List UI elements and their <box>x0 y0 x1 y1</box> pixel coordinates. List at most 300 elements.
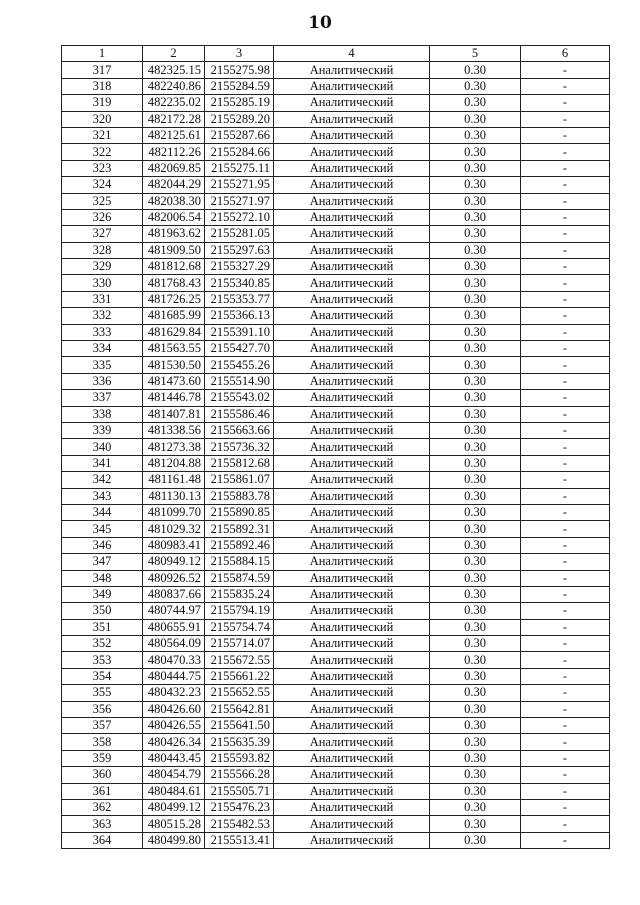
note-cell: - <box>521 488 610 504</box>
y-coordinate-cell: 2155892.31 <box>205 521 274 537</box>
note-cell: - <box>521 308 610 324</box>
y-coordinate-cell: 2155794.19 <box>205 603 274 619</box>
note-cell: - <box>521 799 610 815</box>
method-cell: Аналитический <box>274 685 430 701</box>
y-coordinate-cell: 2155482.53 <box>205 816 274 832</box>
method-cell: Аналитический <box>274 95 430 111</box>
y-coordinate-cell: 2155289.20 <box>205 111 274 127</box>
x-coordinate-cell: 481099.70 <box>143 504 205 520</box>
x-coordinate-cell: 482172.28 <box>143 111 205 127</box>
y-coordinate-cell: 2155883.78 <box>205 488 274 504</box>
method-cell: Аналитический <box>274 373 430 389</box>
method-cell: Аналитический <box>274 554 430 570</box>
table-row <box>62 750 610 766</box>
method-cell: Аналитический <box>274 209 430 225</box>
table-row <box>62 242 610 258</box>
table-row <box>62 291 610 307</box>
y-coordinate-cell: 2155271.95 <box>205 177 274 193</box>
method-cell: Аналитический <box>274 341 430 357</box>
note-cell: - <box>521 652 610 668</box>
y-coordinate-cell: 2155505.71 <box>205 783 274 799</box>
x-coordinate-cell: 480426.60 <box>143 701 205 717</box>
method-cell: Аналитический <box>274 783 430 799</box>
table-row <box>62 734 610 750</box>
x-coordinate-cell: 480949.12 <box>143 554 205 570</box>
accuracy-cell: 0.30 <box>430 177 521 193</box>
accuracy-cell: 0.30 <box>430 636 521 652</box>
point-number-cell: 348 <box>62 570 143 586</box>
point-number-cell: 346 <box>62 537 143 553</box>
note-cell: - <box>521 586 610 602</box>
point-number-cell: 363 <box>62 816 143 832</box>
method-cell: Аналитический <box>274 472 430 488</box>
note-cell: - <box>521 177 610 193</box>
method-cell: Аналитический <box>274 718 430 734</box>
accuracy-cell: 0.30 <box>430 373 521 389</box>
point-number-cell: 345 <box>62 521 143 537</box>
y-coordinate-cell: 2155366.13 <box>205 308 274 324</box>
x-coordinate-cell: 481726.25 <box>143 291 205 307</box>
table-row <box>62 718 610 734</box>
method-cell: Аналитический <box>274 324 430 340</box>
y-coordinate-cell: 2155297.63 <box>205 242 274 258</box>
x-coordinate-cell: 480432.23 <box>143 685 205 701</box>
accuracy-cell: 0.30 <box>430 390 521 406</box>
point-number-cell: 355 <box>62 685 143 701</box>
note-cell: - <box>521 390 610 406</box>
y-coordinate-cell: 2155642.81 <box>205 701 274 717</box>
table-row <box>62 554 610 570</box>
table-row <box>62 95 610 111</box>
point-number-cell: 332 <box>62 308 143 324</box>
table-row <box>62 636 610 652</box>
method-cell: Аналитический <box>274 357 430 373</box>
note-cell: - <box>521 406 610 422</box>
note-cell: - <box>521 422 610 438</box>
y-coordinate-cell: 2155353.77 <box>205 291 274 307</box>
y-coordinate-cell: 2155835.24 <box>205 586 274 602</box>
point-number-cell: 337 <box>62 390 143 406</box>
point-number-cell: 356 <box>62 701 143 717</box>
note-cell: - <box>521 111 610 127</box>
table-row <box>62 144 610 160</box>
y-coordinate-cell: 2155736.32 <box>205 439 274 455</box>
accuracy-cell: 0.30 <box>430 619 521 635</box>
point-number-cell: 320 <box>62 111 143 127</box>
table-row <box>62 341 610 357</box>
y-coordinate-cell: 2155812.68 <box>205 455 274 471</box>
table-row <box>62 177 610 193</box>
method-cell: Аналитический <box>274 259 430 275</box>
note-cell: - <box>521 127 610 143</box>
accuracy-cell: 0.30 <box>430 554 521 570</box>
x-coordinate-cell: 481130.13 <box>143 488 205 504</box>
method-cell: Аналитический <box>274 390 430 406</box>
note-cell: - <box>521 472 610 488</box>
x-coordinate-cell: 480499.12 <box>143 799 205 815</box>
point-number-cell: 358 <box>62 734 143 750</box>
x-coordinate-cell: 481338.56 <box>143 422 205 438</box>
method-cell: Аналитический <box>274 193 430 209</box>
method-cell: Аналитический <box>274 111 430 127</box>
y-coordinate-cell: 2155663.66 <box>205 422 274 438</box>
x-coordinate-cell: 481204.88 <box>143 455 205 471</box>
method-cell: Аналитический <box>274 586 430 602</box>
accuracy-cell: 0.30 <box>430 685 521 701</box>
y-coordinate-cell: 2155714.07 <box>205 636 274 652</box>
method-cell: Аналитический <box>274 652 430 668</box>
note-cell: - <box>521 685 610 701</box>
accuracy-cell: 0.30 <box>430 570 521 586</box>
y-coordinate-cell: 2155287.66 <box>205 127 274 143</box>
method-cell: Аналитический <box>274 144 430 160</box>
y-coordinate-cell: 2155281.05 <box>205 226 274 242</box>
note-cell: - <box>521 78 610 94</box>
x-coordinate-cell: 481161.48 <box>143 472 205 488</box>
note-cell: - <box>521 439 610 455</box>
point-number-cell: 323 <box>62 160 143 176</box>
table-row <box>62 324 610 340</box>
y-coordinate-cell: 2155672.55 <box>205 652 274 668</box>
y-coordinate-cell: 2155874.59 <box>205 570 274 586</box>
point-number-cell: 364 <box>62 832 143 848</box>
y-coordinate-cell: 2155652.55 <box>205 685 274 701</box>
method-cell: Аналитический <box>274 422 430 438</box>
x-coordinate-cell: 482112.26 <box>143 144 205 160</box>
note-cell: - <box>521 537 610 553</box>
note-cell: - <box>521 95 610 111</box>
table-row <box>62 685 610 701</box>
point-number-cell: 349 <box>62 586 143 602</box>
x-coordinate-cell: 480426.34 <box>143 734 205 750</box>
y-coordinate-cell: 2155861.07 <box>205 472 274 488</box>
table-row <box>62 275 610 291</box>
x-coordinate-cell: 480515.28 <box>143 816 205 832</box>
point-number-cell: 354 <box>62 668 143 684</box>
note-cell: - <box>521 718 610 734</box>
accuracy-cell: 0.30 <box>430 718 521 734</box>
table-row <box>62 390 610 406</box>
method-cell: Аналитический <box>274 127 430 143</box>
accuracy-cell: 0.30 <box>430 78 521 94</box>
point-number-cell: 329 <box>62 259 143 275</box>
accuracy-cell: 0.30 <box>430 488 521 504</box>
accuracy-cell: 0.30 <box>430 160 521 176</box>
note-cell: - <box>521 816 610 832</box>
note-cell: - <box>521 193 610 209</box>
method-cell: Аналитический <box>274 62 430 78</box>
method-cell: Аналитический <box>274 291 430 307</box>
method-cell: Аналитический <box>274 308 430 324</box>
method-cell: Аналитический <box>274 406 430 422</box>
accuracy-cell: 0.30 <box>430 209 521 225</box>
y-coordinate-cell: 2155884.15 <box>205 554 274 570</box>
note-cell: - <box>521 373 610 389</box>
table-row <box>62 422 610 438</box>
x-coordinate-cell: 480499.80 <box>143 832 205 848</box>
method-cell: Аналитический <box>274 799 430 815</box>
method-cell: Аналитический <box>274 537 430 553</box>
y-coordinate-cell: 2155284.66 <box>205 144 274 160</box>
y-coordinate-cell: 2155340.85 <box>205 275 274 291</box>
accuracy-cell: 0.30 <box>430 275 521 291</box>
y-coordinate-cell: 2155593.82 <box>205 750 274 766</box>
x-coordinate-cell: 481629.84 <box>143 324 205 340</box>
table-row <box>62 521 610 537</box>
accuracy-cell: 0.30 <box>430 308 521 324</box>
table-row <box>62 701 610 717</box>
note-cell: - <box>521 341 610 357</box>
note-cell: - <box>521 504 610 520</box>
method-cell: Аналитический <box>274 439 430 455</box>
column-header-2: 2 <box>143 46 205 62</box>
note-cell: - <box>521 357 610 373</box>
column-header-4: 4 <box>274 46 430 62</box>
page-number: 10 <box>308 13 332 33</box>
note-cell: - <box>521 636 610 652</box>
x-coordinate-cell: 481530.50 <box>143 357 205 373</box>
table-row <box>62 504 610 520</box>
point-number-cell: 334 <box>62 341 143 357</box>
y-coordinate-cell: 2155271.97 <box>205 193 274 209</box>
table-row <box>62 226 610 242</box>
table-row <box>62 259 610 275</box>
note-cell: - <box>521 619 610 635</box>
note-cell: - <box>521 734 610 750</box>
table-row <box>62 127 610 143</box>
accuracy-cell: 0.30 <box>430 95 521 111</box>
x-coordinate-cell: 481407.81 <box>143 406 205 422</box>
method-cell: Аналитический <box>274 668 430 684</box>
point-number-cell: 321 <box>62 127 143 143</box>
point-number-cell: 325 <box>62 193 143 209</box>
x-coordinate-cell: 480484.61 <box>143 783 205 799</box>
x-coordinate-cell: 481273.38 <box>143 439 205 455</box>
method-cell: Аналитический <box>274 832 430 848</box>
table-row <box>62 209 610 225</box>
y-coordinate-cell: 2155327.29 <box>205 259 274 275</box>
table-row <box>62 652 610 668</box>
point-number-cell: 317 <box>62 62 143 78</box>
point-number-cell: 352 <box>62 636 143 652</box>
x-coordinate-cell: 480926.52 <box>143 570 205 586</box>
table-row <box>62 193 610 209</box>
method-cell: Аналитический <box>274 488 430 504</box>
table-row <box>62 439 610 455</box>
accuracy-cell: 0.30 <box>430 242 521 258</box>
table-row <box>62 62 610 78</box>
table-row <box>62 488 610 504</box>
table-row <box>62 373 610 389</box>
accuracy-cell: 0.30 <box>430 341 521 357</box>
y-coordinate-cell: 2155476.23 <box>205 799 274 815</box>
header-row <box>62 46 610 62</box>
accuracy-cell: 0.30 <box>430 701 521 717</box>
method-cell: Аналитический <box>274 455 430 471</box>
y-coordinate-cell: 2155635.39 <box>205 734 274 750</box>
method-cell: Аналитический <box>274 619 430 635</box>
note-cell: - <box>521 783 610 799</box>
table-row <box>62 472 610 488</box>
column-header-5: 5 <box>430 46 521 62</box>
y-coordinate-cell: 2155754.74 <box>205 619 274 635</box>
point-number-cell: 347 <box>62 554 143 570</box>
point-number-cell: 357 <box>62 718 143 734</box>
table-row <box>62 455 610 471</box>
accuracy-cell: 0.30 <box>430 668 521 684</box>
point-number-cell: 342 <box>62 472 143 488</box>
x-coordinate-cell: 482235.02 <box>143 95 205 111</box>
y-coordinate-cell: 2155455.26 <box>205 357 274 373</box>
x-coordinate-cell: 480426.55 <box>143 718 205 734</box>
point-number-cell: 344 <box>62 504 143 520</box>
x-coordinate-cell: 481685.99 <box>143 308 205 324</box>
accuracy-cell: 0.30 <box>430 767 521 783</box>
method-cell: Аналитический <box>274 734 430 750</box>
point-number-cell: 360 <box>62 767 143 783</box>
table-row <box>62 816 610 832</box>
x-coordinate-cell: 480564.09 <box>143 636 205 652</box>
point-number-cell: 322 <box>62 144 143 160</box>
point-number-cell: 324 <box>62 177 143 193</box>
accuracy-cell: 0.30 <box>430 357 521 373</box>
table-row <box>62 799 610 815</box>
accuracy-cell: 0.30 <box>430 193 521 209</box>
accuracy-cell: 0.30 <box>430 127 521 143</box>
table-row <box>62 668 610 684</box>
accuracy-cell: 0.30 <box>430 455 521 471</box>
note-cell: - <box>521 324 610 340</box>
x-coordinate-cell: 480983.41 <box>143 537 205 553</box>
x-coordinate-cell: 481812.68 <box>143 259 205 275</box>
y-coordinate-cell: 2155890.85 <box>205 504 274 520</box>
method-cell: Аналитический <box>274 160 430 176</box>
accuracy-cell: 0.30 <box>430 603 521 619</box>
accuracy-cell: 0.30 <box>430 537 521 553</box>
accuracy-cell: 0.30 <box>430 406 521 422</box>
note-cell: - <box>521 521 610 537</box>
y-coordinate-cell: 2155284.59 <box>205 78 274 94</box>
point-number-cell: 330 <box>62 275 143 291</box>
table-row <box>62 357 610 373</box>
point-number-cell: 326 <box>62 209 143 225</box>
x-coordinate-cell: 482069.85 <box>143 160 205 176</box>
x-coordinate-cell: 482125.61 <box>143 127 205 143</box>
point-number-cell: 353 <box>62 652 143 668</box>
table-row <box>62 603 610 619</box>
method-cell: Аналитический <box>274 701 430 717</box>
y-coordinate-cell: 2155661.22 <box>205 668 274 684</box>
accuracy-cell: 0.30 <box>430 521 521 537</box>
point-number-cell: 339 <box>62 422 143 438</box>
accuracy-cell: 0.30 <box>430 799 521 815</box>
point-number-cell: 318 <box>62 78 143 94</box>
x-coordinate-cell: 482325.15 <box>143 62 205 78</box>
x-coordinate-cell: 482038.30 <box>143 193 205 209</box>
note-cell: - <box>521 668 610 684</box>
point-number-cell: 319 <box>62 95 143 111</box>
accuracy-cell: 0.30 <box>430 259 521 275</box>
method-cell: Аналитический <box>274 570 430 586</box>
point-number-cell: 343 <box>62 488 143 504</box>
point-number-cell: 362 <box>62 799 143 815</box>
column-header-6: 6 <box>521 46 610 62</box>
y-coordinate-cell: 2155391.10 <box>205 324 274 340</box>
note-cell: - <box>521 242 610 258</box>
note-cell: - <box>521 767 610 783</box>
note-cell: - <box>521 832 610 848</box>
accuracy-cell: 0.30 <box>430 439 521 455</box>
note-cell: - <box>521 144 610 160</box>
accuracy-cell: 0.30 <box>430 783 521 799</box>
x-coordinate-cell: 482044.29 <box>143 177 205 193</box>
note-cell: - <box>521 62 610 78</box>
table-row <box>62 160 610 176</box>
method-cell: Аналитический <box>274 275 430 291</box>
note-cell: - <box>521 701 610 717</box>
table-row <box>62 767 610 783</box>
y-coordinate-cell: 2155586.46 <box>205 406 274 422</box>
coordinates-table <box>61 45 610 849</box>
method-cell: Аналитический <box>274 177 430 193</box>
accuracy-cell: 0.30 <box>430 504 521 520</box>
table-body <box>62 62 610 849</box>
method-cell: Аналитический <box>274 750 430 766</box>
table-row <box>62 832 610 848</box>
x-coordinate-cell: 482240.86 <box>143 78 205 94</box>
point-number-cell: 340 <box>62 439 143 455</box>
method-cell: Аналитический <box>274 816 430 832</box>
accuracy-cell: 0.30 <box>430 111 521 127</box>
y-coordinate-cell: 2155641.50 <box>205 718 274 734</box>
accuracy-cell: 0.30 <box>430 226 521 242</box>
table-row <box>62 78 610 94</box>
note-cell: - <box>521 291 610 307</box>
method-cell: Аналитический <box>274 504 430 520</box>
table-row <box>62 308 610 324</box>
column-header-3: 3 <box>205 46 274 62</box>
table-row <box>62 619 610 635</box>
y-coordinate-cell: 2155285.19 <box>205 95 274 111</box>
method-cell: Аналитический <box>274 603 430 619</box>
x-coordinate-cell: 481768.43 <box>143 275 205 291</box>
method-cell: Аналитический <box>274 767 430 783</box>
method-cell: Аналитический <box>274 636 430 652</box>
table-row <box>62 111 610 127</box>
point-number-cell: 335 <box>62 357 143 373</box>
point-number-cell: 333 <box>62 324 143 340</box>
y-coordinate-cell: 2155275.11 <box>205 160 274 176</box>
method-cell: Аналитический <box>274 226 430 242</box>
x-coordinate-cell: 480443.45 <box>143 750 205 766</box>
accuracy-cell: 0.30 <box>430 62 521 78</box>
x-coordinate-cell: 480655.91 <box>143 619 205 635</box>
note-cell: - <box>521 209 610 225</box>
table-row <box>62 783 610 799</box>
y-coordinate-cell: 2155892.46 <box>205 537 274 553</box>
x-coordinate-cell: 481029.32 <box>143 521 205 537</box>
point-number-cell: 351 <box>62 619 143 635</box>
note-cell: - <box>521 455 610 471</box>
point-number-cell: 341 <box>62 455 143 471</box>
accuracy-cell: 0.30 <box>430 734 521 750</box>
accuracy-cell: 0.30 <box>430 832 521 848</box>
accuracy-cell: 0.30 <box>430 291 521 307</box>
accuracy-cell: 0.30 <box>430 422 521 438</box>
x-coordinate-cell: 481473.60 <box>143 373 205 389</box>
method-cell: Аналитический <box>274 242 430 258</box>
point-number-cell: 336 <box>62 373 143 389</box>
